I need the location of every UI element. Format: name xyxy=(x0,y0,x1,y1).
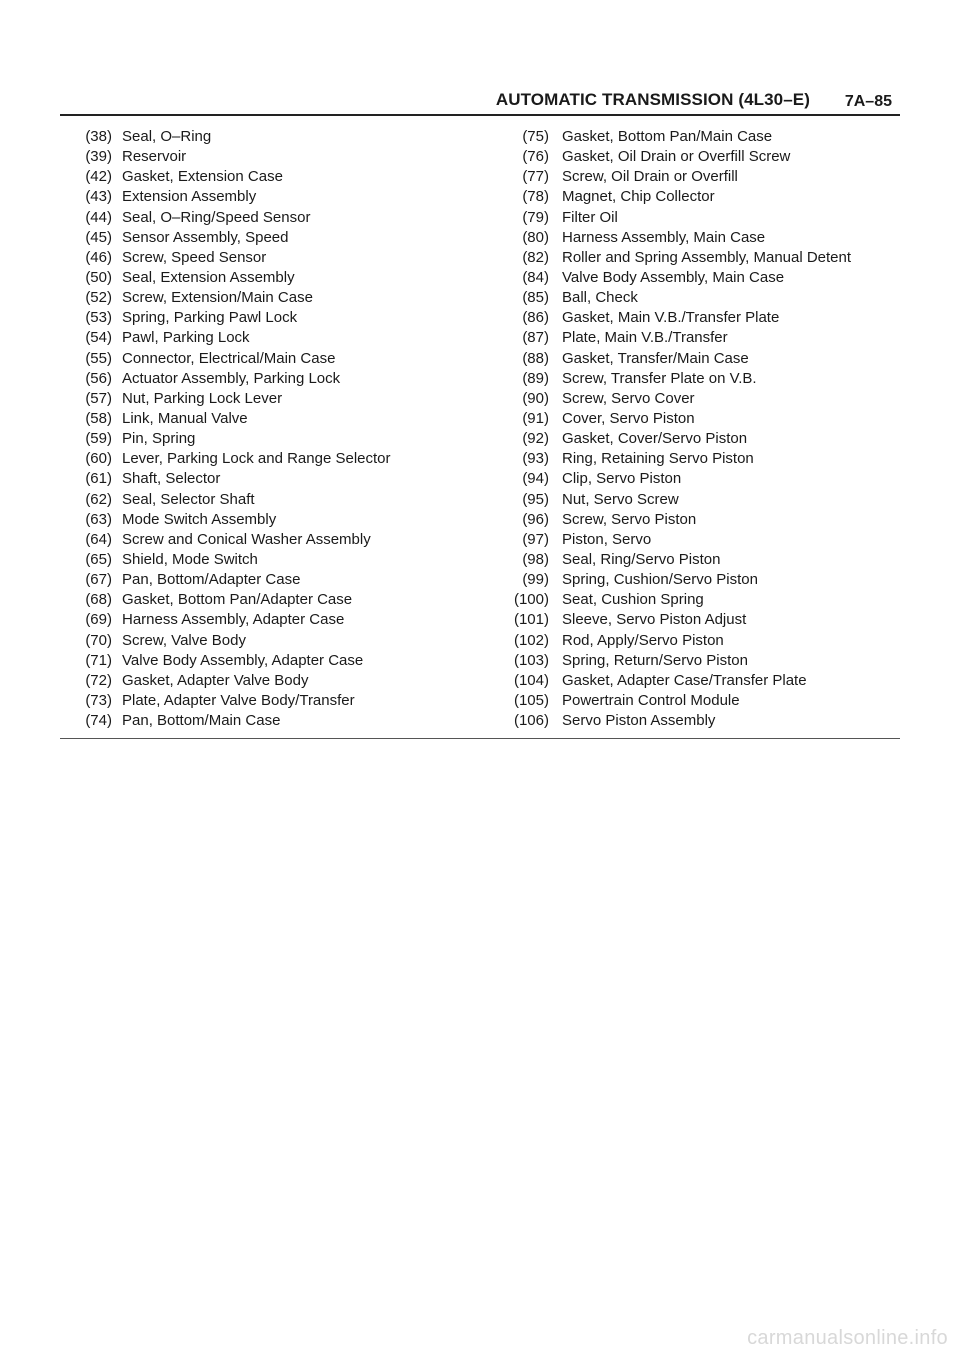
part-number: (104) xyxy=(513,671,549,689)
part-description: Pan, Bottom/Main Case xyxy=(122,712,281,730)
part-description: Harness Assembly, Adapter Case xyxy=(122,611,345,629)
part-description: Link, Manual Valve xyxy=(122,409,248,427)
part-description: Pin, Spring xyxy=(122,430,196,448)
part-number: (84) xyxy=(522,268,549,286)
list-item xyxy=(60,268,480,288)
part-description: Screw and Conical Washer Assembly xyxy=(122,530,371,548)
part-number: (82) xyxy=(522,248,549,266)
part-description: Powertrain Control Module xyxy=(562,691,740,709)
part-description: Mode Switch Assembly xyxy=(122,510,277,528)
list-item xyxy=(496,328,900,348)
part-number: (46) xyxy=(85,248,112,266)
part-description: Gasket, Cover/Servo Piston xyxy=(562,430,748,448)
part-description: Gasket, Main V.B./Transfer Plate xyxy=(562,309,780,327)
part-description: Gasket, Oil Drain or Overfill Screw xyxy=(562,148,791,166)
part-description: Screw, Servo Piston xyxy=(562,510,697,528)
part-number: (63) xyxy=(85,510,112,528)
part-number: (98) xyxy=(522,550,549,568)
part-description: Cover, Servo Piston xyxy=(562,409,695,427)
part-description: Connector, Electrical/Main Case xyxy=(122,349,336,367)
list-item xyxy=(496,228,900,248)
part-number: (93) xyxy=(522,450,549,468)
part-number: (65) xyxy=(85,550,112,568)
list-item xyxy=(496,308,900,328)
parts-list-left xyxy=(60,127,480,731)
part-description: Filter Oil xyxy=(562,208,618,226)
part-number: (56) xyxy=(85,369,112,387)
part-number: (52) xyxy=(85,289,112,307)
part-description: Screw, Speed Sensor xyxy=(122,248,267,266)
list-item xyxy=(496,167,900,187)
list-item xyxy=(496,288,900,308)
part-number: (53) xyxy=(85,309,112,327)
list-item xyxy=(496,369,900,389)
list-item xyxy=(60,610,480,630)
list-item xyxy=(60,429,480,449)
list-item xyxy=(496,691,900,711)
part-description: Roller and Spring Assembly, Manual Detent xyxy=(562,248,852,266)
list-item xyxy=(496,490,900,510)
list-item xyxy=(496,449,900,469)
list-item xyxy=(496,429,900,449)
list-item xyxy=(60,691,480,711)
part-description: Pan, Bottom/Adapter Case xyxy=(122,571,301,589)
part-description: Servo Piston Assembly xyxy=(562,712,716,730)
list-item xyxy=(60,147,480,167)
part-number: (72) xyxy=(85,671,112,689)
part-number: (69) xyxy=(85,611,112,629)
parts-list-right xyxy=(496,127,900,731)
part-number: (54) xyxy=(85,329,112,347)
list-item xyxy=(60,308,480,328)
part-description: Spring, Parking Pawl Lock xyxy=(122,309,298,327)
list-item xyxy=(60,328,480,348)
list-item xyxy=(60,510,480,530)
part-number: (80) xyxy=(522,228,549,246)
list-item xyxy=(496,208,900,228)
part-description: Spring, Cushion/Servo Piston xyxy=(562,571,758,589)
part-number: (61) xyxy=(85,470,112,488)
part-number: (64) xyxy=(85,530,112,548)
part-number: (45) xyxy=(85,228,112,246)
part-number: (105) xyxy=(513,691,549,709)
list-item xyxy=(60,187,480,207)
part-description: Screw, Extension/Main Case xyxy=(122,289,313,307)
part-description: Extension Assembly xyxy=(122,188,257,206)
list-item xyxy=(496,409,900,429)
part-description: Seal, O–Ring/Speed Sensor xyxy=(122,208,311,226)
part-number: (62) xyxy=(85,490,112,508)
part-number: (74) xyxy=(85,712,112,730)
part-description: Sleeve, Servo Piston Adjust xyxy=(562,611,747,629)
part-description: Sensor Assembly, Speed xyxy=(122,228,289,246)
part-description: Ball, Check xyxy=(562,289,638,307)
part-number: (75) xyxy=(522,128,549,145)
part-number: (96) xyxy=(522,510,549,528)
part-number: (78) xyxy=(522,188,549,206)
list-item xyxy=(60,228,480,248)
list-item xyxy=(60,590,480,610)
part-description: Gasket, Extension Case xyxy=(122,168,283,186)
part-description: Lever, Parking Lock and Range Selector xyxy=(122,450,391,468)
list-item xyxy=(60,490,480,510)
part-number: (44) xyxy=(85,208,112,226)
list-item xyxy=(60,369,480,389)
part-description: Valve Body Assembly, Adapter Case xyxy=(122,651,364,669)
list-item xyxy=(496,711,900,731)
part-description: Shield, Mode Switch xyxy=(122,550,258,568)
list-item xyxy=(60,550,480,570)
part-number: (77) xyxy=(522,168,549,186)
list-item xyxy=(60,530,480,550)
part-number: (101) xyxy=(513,611,549,629)
part-description: Screw, Transfer Plate on V.B. xyxy=(562,369,757,387)
list-item xyxy=(496,671,900,691)
part-number: (97) xyxy=(522,530,549,548)
list-item xyxy=(60,248,480,268)
part-description: Gasket, Bottom Pan/Adapter Case xyxy=(122,591,353,609)
list-item xyxy=(60,631,480,651)
page-number: 7A–85 xyxy=(844,93,892,110)
part-number: (106) xyxy=(513,712,549,730)
part-number: (57) xyxy=(85,389,112,407)
part-description: Gasket, Transfer/Main Case xyxy=(562,349,749,367)
part-number: (102) xyxy=(513,631,549,649)
part-number: (94) xyxy=(522,470,549,488)
part-number: (50) xyxy=(85,268,112,286)
part-description: Seat, Cushion Spring xyxy=(562,591,704,609)
part-number: (100) xyxy=(513,591,549,609)
part-number: (38) xyxy=(85,128,112,145)
part-number: (92) xyxy=(522,430,549,448)
part-number: (68) xyxy=(85,591,112,609)
list-item xyxy=(60,671,480,691)
list-item xyxy=(496,389,900,409)
part-description: Nut, Servo Screw xyxy=(562,490,679,508)
list-item xyxy=(496,127,900,147)
list-item xyxy=(60,570,480,590)
list-item xyxy=(60,288,480,308)
part-number: (55) xyxy=(85,349,112,367)
part-number: (43) xyxy=(85,188,112,206)
part-number: (59) xyxy=(85,430,112,448)
part-description: Gasket, Adapter Valve Body xyxy=(122,671,309,689)
part-description: Clip, Servo Piston xyxy=(562,470,682,488)
part-description: Screw, Oil Drain or Overfill xyxy=(562,168,738,186)
part-description: Piston, Servo xyxy=(562,530,652,548)
list-item xyxy=(60,449,480,469)
part-description: Screw, Valve Body xyxy=(122,631,246,649)
part-description: Nut, Parking Lock Lever xyxy=(122,389,283,407)
list-item xyxy=(60,349,480,369)
part-number: (76) xyxy=(522,148,549,166)
list-item xyxy=(496,590,900,610)
list-item xyxy=(496,631,900,651)
list-item xyxy=(496,187,900,207)
list-item xyxy=(496,610,900,630)
footer-divider xyxy=(60,738,900,739)
header-divider xyxy=(60,114,900,116)
part-number: (39) xyxy=(85,148,112,166)
part-number: (88) xyxy=(522,349,549,367)
part-description: Seal, O–Ring xyxy=(122,128,212,145)
part-number: (71) xyxy=(85,651,112,669)
part-description: Gasket, Bottom Pan/Main Case xyxy=(562,128,773,145)
part-description: Rod, Apply/Servo Piston xyxy=(562,631,724,649)
part-description: Valve Body Assembly, Main Case xyxy=(562,268,785,286)
list-item xyxy=(496,550,900,570)
part-number: (103) xyxy=(513,651,549,669)
part-description: Pawl, Parking Lock xyxy=(122,329,250,347)
part-description: Screw, Servo Cover xyxy=(562,389,695,407)
part-description: Plate, Adapter Valve Body/Transfer xyxy=(122,691,355,709)
part-description: Plate, Main V.B./Transfer xyxy=(562,329,728,347)
list-item xyxy=(496,147,900,167)
list-item xyxy=(60,469,480,489)
list-item xyxy=(60,409,480,429)
part-number: (58) xyxy=(85,409,112,427)
watermark: carmanualsonline.info xyxy=(747,1327,948,1349)
part-number: (42) xyxy=(85,168,112,186)
list-item xyxy=(60,651,480,671)
list-item xyxy=(496,570,900,590)
part-description: Reservoir xyxy=(122,148,187,166)
part-description: Shaft, Selector xyxy=(122,470,221,488)
part-number: (89) xyxy=(522,369,549,387)
part-description: Magnet, Chip Collector xyxy=(562,188,715,206)
part-description: Gasket, Adapter Case/Transfer Plate xyxy=(562,671,807,689)
list-item xyxy=(60,127,480,147)
list-item xyxy=(60,711,480,731)
part-number: (60) xyxy=(85,450,112,468)
list-item xyxy=(496,349,900,369)
part-number: (79) xyxy=(522,208,549,226)
list-item xyxy=(496,268,900,288)
part-description: Seal, Ring/Servo Piston xyxy=(562,550,721,568)
part-description: Harness Assembly, Main Case xyxy=(562,228,766,246)
list-item xyxy=(496,469,900,489)
part-number: (90) xyxy=(522,389,549,407)
part-number: (99) xyxy=(522,571,549,589)
list-item xyxy=(60,167,480,187)
part-number: (70) xyxy=(85,631,112,649)
section-title: AUTOMATIC TRANSMISSION (4L30–E) xyxy=(495,90,810,109)
part-number: (85) xyxy=(522,289,549,307)
part-description: Ring, Retaining Servo Piston xyxy=(562,450,754,468)
list-item xyxy=(60,208,480,228)
part-description: Spring, Return/Servo Piston xyxy=(562,651,748,669)
list-item xyxy=(496,651,900,671)
part-number: (91) xyxy=(522,409,549,427)
part-number: (73) xyxy=(85,691,112,709)
part-number: (86) xyxy=(522,309,549,327)
list-item xyxy=(496,510,900,530)
list-item xyxy=(496,530,900,550)
list-item xyxy=(496,248,900,268)
part-number: (95) xyxy=(522,490,549,508)
list-item xyxy=(60,389,480,409)
part-number: (87) xyxy=(522,329,549,347)
part-description: Seal, Extension Assembly xyxy=(122,268,295,286)
part-number: (67) xyxy=(85,571,112,589)
part-description: Actuator Assembly, Parking Lock xyxy=(122,369,341,387)
part-description: Seal, Selector Shaft xyxy=(122,490,255,508)
